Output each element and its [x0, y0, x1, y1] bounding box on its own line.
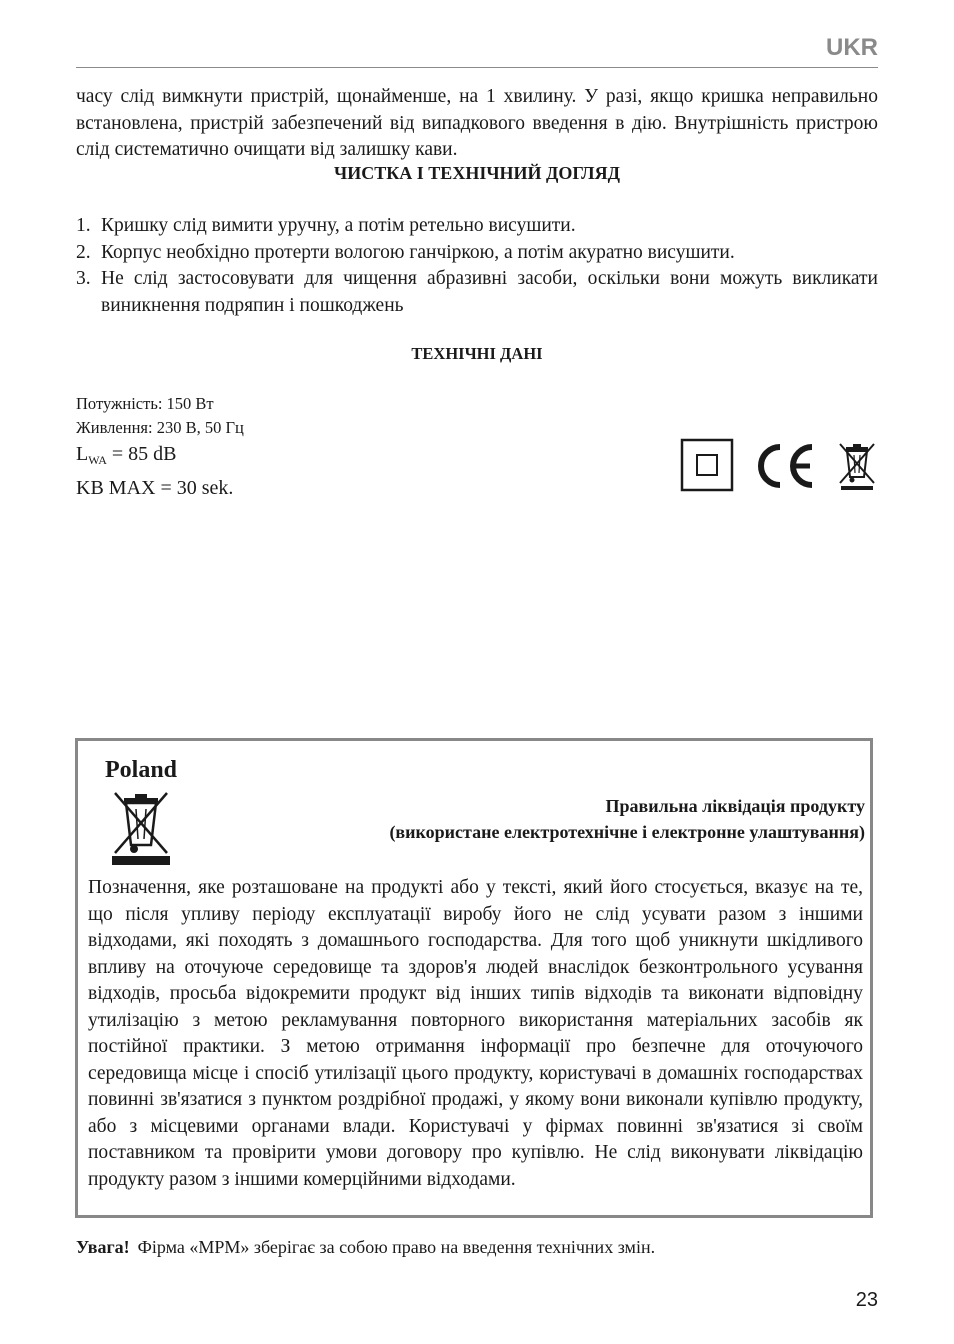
warning-note: [76, 1237, 655, 1258]
spec-noise-l: L: [76, 443, 89, 465]
header-rule: [76, 67, 878, 68]
weee-bin-icon: [110, 789, 172, 867]
weee-bin-icon: [837, 441, 877, 491]
disposal-title-line-2: (використане електротехнічне і електронне улаштування): [389, 822, 865, 842]
spec-supply: Живлення: 230 В, 50 Гц: [76, 418, 244, 437]
intro-paragraph: часу слід вимкнути пристрій, щонайменше, на 1 хвилину. У разі, якщо кришка неправильно встановлена, пристрій забезпечений від випадкового введення в дію. Внутрішність пристрою слід систематично очищати від залишку кави.: [76, 86, 878, 160]
certification-icons: [680, 438, 880, 494]
spec-noise-value: = 85 dB: [106, 443, 177, 465]
list-item-number: 1.: [76, 215, 91, 236]
disposal-info-box: [75, 738, 873, 1218]
spec-noise-sub: WA: [88, 453, 107, 467]
tech-data-heading: ТЕХНІЧНІ ДАНІ: [411, 344, 543, 363]
list-item: [76, 240, 878, 267]
list-item: [76, 213, 878, 240]
language-label: UKR: [826, 34, 878, 61]
list-item-number: 2.: [76, 241, 91, 263]
spec-kb: KB MAX = 30 sek.: [76, 477, 234, 499]
disposal-title-line-1: Правильна ліквідація продукту: [605, 796, 865, 816]
double-insulation-icon: [680, 438, 736, 494]
list-item-text: Корпус необхідно протерти вологою ганчіркою, а потім акуратно висушити.: [101, 241, 735, 263]
cleaning-list: [76, 213, 878, 319]
list-item-number: 3.: [76, 268, 91, 289]
page-number: 23: [855, 1289, 878, 1311]
warning-label: Увага!: [76, 1237, 130, 1257]
list-item-text: Кришку слід вимити уручну, а потім ретельно висушити.: [101, 215, 576, 236]
list-item-text: Не слід застосовувати для чищення абразивні засоби, оскільки вони можуть викликати виникнення подряпин і пошкоджень: [101, 268, 878, 316]
spec-noise: [76, 440, 244, 474]
disposal-text: Позначення, яке розташоване на продукті або у тексті, який його стосується, вказує на те, що після упливу періоду експлуатації виробу його не слід усувати разом з іншими відходами, які походять з домашнього господарства. Для того щоб уникнути шкідливого впливу на оточуюче середовище та здоров'я людей внаслідок безконтрольного усування відходів, просьба відокремити продукт від інших типів відходів та виконати відповідну утилізацію з метою рекламування повторного використання матеріальних засобів як постійної практики. З метою отримання інформації про безпечне для оточуючого середовища місце і спосіб утилізації цього продукту, користувачі в домашніх господарствах повинні зв'язатися з пунктом роздрібної продажі, у якому вони виконали купівлю продукту, або з місцевими органами влади. Користувачі у фірмах повинні зв'язатися зі своїм поставником та провірити умови договору про купівлю. Не слід виконувати ліквідацію продукту разом з іншими комерційними відходами.: [88, 877, 863, 1190]
ce-mark-icon: [752, 441, 818, 491]
list-item: [76, 266, 878, 319]
country-label: Poland: [105, 757, 178, 783]
cleaning-heading: ЧИСТКА І ТЕХНІЧНИЙ ДОГЛЯД: [334, 163, 620, 183]
spec-power: Потужність: 150 Вт: [76, 394, 214, 413]
tech-specs: [76, 392, 244, 502]
warning-text: Фірма «МРМ» зберігає за собою право на введення технічних змін.: [137, 1237, 656, 1257]
disposal-title: [389, 793, 865, 845]
